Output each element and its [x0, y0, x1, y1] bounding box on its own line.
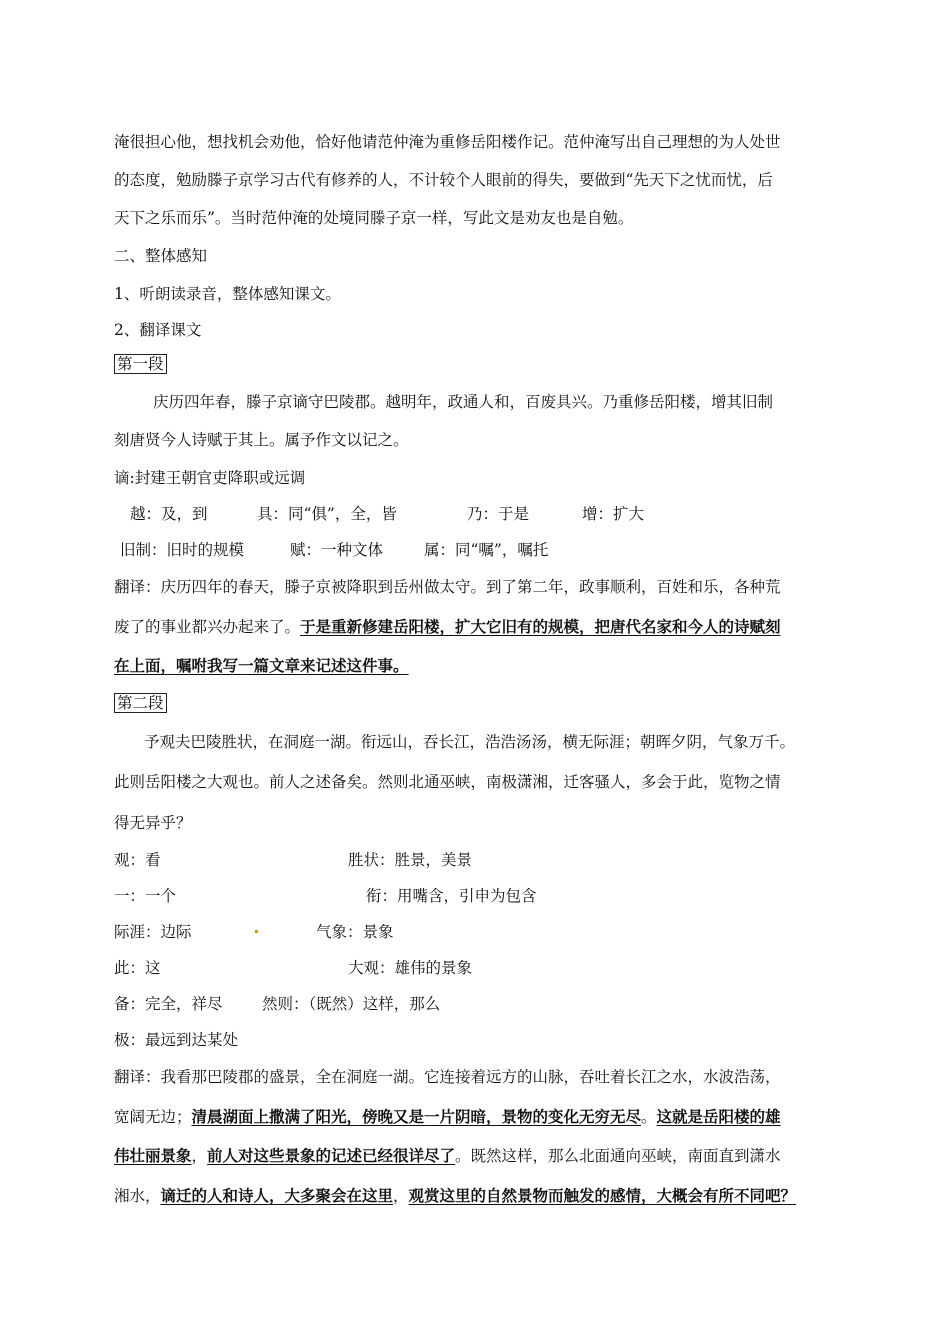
para1-text-2: 刻唐贤今人诗赋于其上。属予作文以记之。 [114, 431, 409, 449]
para1-translation-plain: 废了的事业都兴办起来了。 [114, 618, 301, 636]
note-yi: 一：一个 [114, 887, 177, 905]
list-item-2: 2、翻译课文 [114, 321, 202, 339]
para2-label: 第二段 [114, 693, 167, 713]
para1-text-1: 庆历四年春，滕子京谪守巴陵郡。越明年，政通人和，百废具兴。乃重修岳阳楼，增其旧制 [153, 393, 774, 411]
stray-dot [255, 930, 258, 933]
para2-translation-2 [114, 1107, 781, 1127]
para2-text-1: 予观夫巴陵胜状，在洞庭一湖。衔远山，吞长江，浩浩汤汤，横无际涯；朝晖夕阴，气象万千。 [144, 733, 796, 751]
para2-text-3: 得无异乎？ [114, 814, 192, 832]
note-zhu: 属：同“嘱”，嘱托 [424, 541, 549, 559]
para2-translation-plain-a: 宽阔无边； [114, 1108, 192, 1126]
para2-translation-4 [114, 1186, 796, 1206]
list-item-1: 1、听朗读录音，整体感知课文。 [114, 285, 341, 303]
note-jiuzhi: 旧制：旧时的规模 [120, 541, 245, 559]
section-heading: 二、整体感知 [114, 247, 208, 265]
note-jiya: 际涯：边际 [114, 923, 192, 941]
para1-translation-2 [114, 617, 781, 637]
para1-translation-highlight-a: 于是重新修建岳阳楼，扩大 [300, 617, 487, 636]
para2-translation-highlight-6: 观赏这里的自然景物而触发的感情，大概会有所不同吧？ [408, 1186, 797, 1205]
para2-translation-highlight-2: 这就是岳阳楼的雄 [656, 1107, 781, 1126]
para2-translation-highlight-1: 清晨湖面上撒满了阳光，傍晚又是一片阴暗，景物的变化无穷无尽 [191, 1107, 642, 1126]
para2-translation-plain-b: 。既然这样，那么北面通向巫峡，南面直到潇水 [455, 1147, 781, 1165]
intro-line-1: 淹很担心他，想找机会劝他，恰好他请范仲淹为重修岳阳楼作记。范仲淹写出自己理想的为人处世 [114, 133, 781, 151]
note-zeng: 增：扩大 [582, 505, 645, 523]
para2-translation-plain-c: 湘水， [114, 1187, 161, 1205]
intro-line-3: 天下之乐而乐”。当时范仲淹的处境同滕子京一样，写此文是劝友也是自勉。 [114, 209, 634, 227]
note-ranze: 然则：（既然）这样，那么 [262, 995, 441, 1013]
note-ji: 极：最远到达某处 [114, 1031, 239, 1049]
para2-translation-3 [114, 1146, 781, 1166]
para1-translation-highlight-c: 在上面，嘱咐我写一篇文章来记述这件事。 [114, 656, 409, 675]
note-fu: 赋：一种文体 [290, 541, 384, 559]
para2-translation-highlight-4: 前人对这些景象的记述已经很详尽了 [207, 1146, 456, 1165]
note-nai: 乃：于是 [467, 505, 530, 523]
para2-translation-punct-2: ， [191, 1147, 208, 1165]
para2-translation-punct-1: 。 [641, 1108, 657, 1126]
para1-translation-1: 翻译：庆历四年的春天，滕子京被降职到岳州做太守。到了第二年，政事顺利，百姓和乐，各种荒 [114, 578, 781, 596]
note-yue: 越：及，到 [130, 505, 208, 523]
para1-translation-highlight-b: 它旧有的规模，把唐代名家和今人的诗赋刻 [486, 617, 781, 636]
para2-text-2: 此则岳阳楼之大观也。前人之述备矣。然则北通巫峡，南极潇湘，迁客骚人，多会于此，览物之情 [114, 773, 781, 791]
note-bei: 备：完全，祥尽 [114, 995, 223, 1013]
para2-translation-punct-3: ， [393, 1187, 409, 1205]
para2-translation-1: 翻译：我看那巴陵郡的盛景，全在洞庭一湖。它连接着远方的山脉，吞吐着长江之水，水波浩荡， [114, 1068, 781, 1086]
note-xian: 衔：用嘴含，引申为包含 [366, 887, 537, 905]
note-ju: 具：同“俱”，全，皆 [257, 505, 397, 523]
note-daguan: 大观：雄伟的景象 [348, 959, 473, 977]
para2-translation-highlight-3: 伟壮丽景象 [114, 1146, 192, 1165]
note-guan: 观：看 [114, 851, 161, 869]
para1-label: 第一段 [114, 354, 167, 374]
intro-line-2: 的态度，勉励滕子京学习古代有修养的人，不计较个人眼前的得失，要做到“先天下之忧而忧，后 [114, 171, 773, 189]
para2-translation-highlight-5: 谪迁的人和诗人，大多聚会在这里 [160, 1186, 394, 1205]
note-qixiang: 气象：景象 [316, 923, 394, 941]
note-shengzhuang: 胜状：胜景，美景 [348, 851, 473, 869]
note-zhe: 谪:封建王朝官吏降职或远调 [114, 469, 306, 487]
note-ci: 此：这 [114, 959, 161, 977]
